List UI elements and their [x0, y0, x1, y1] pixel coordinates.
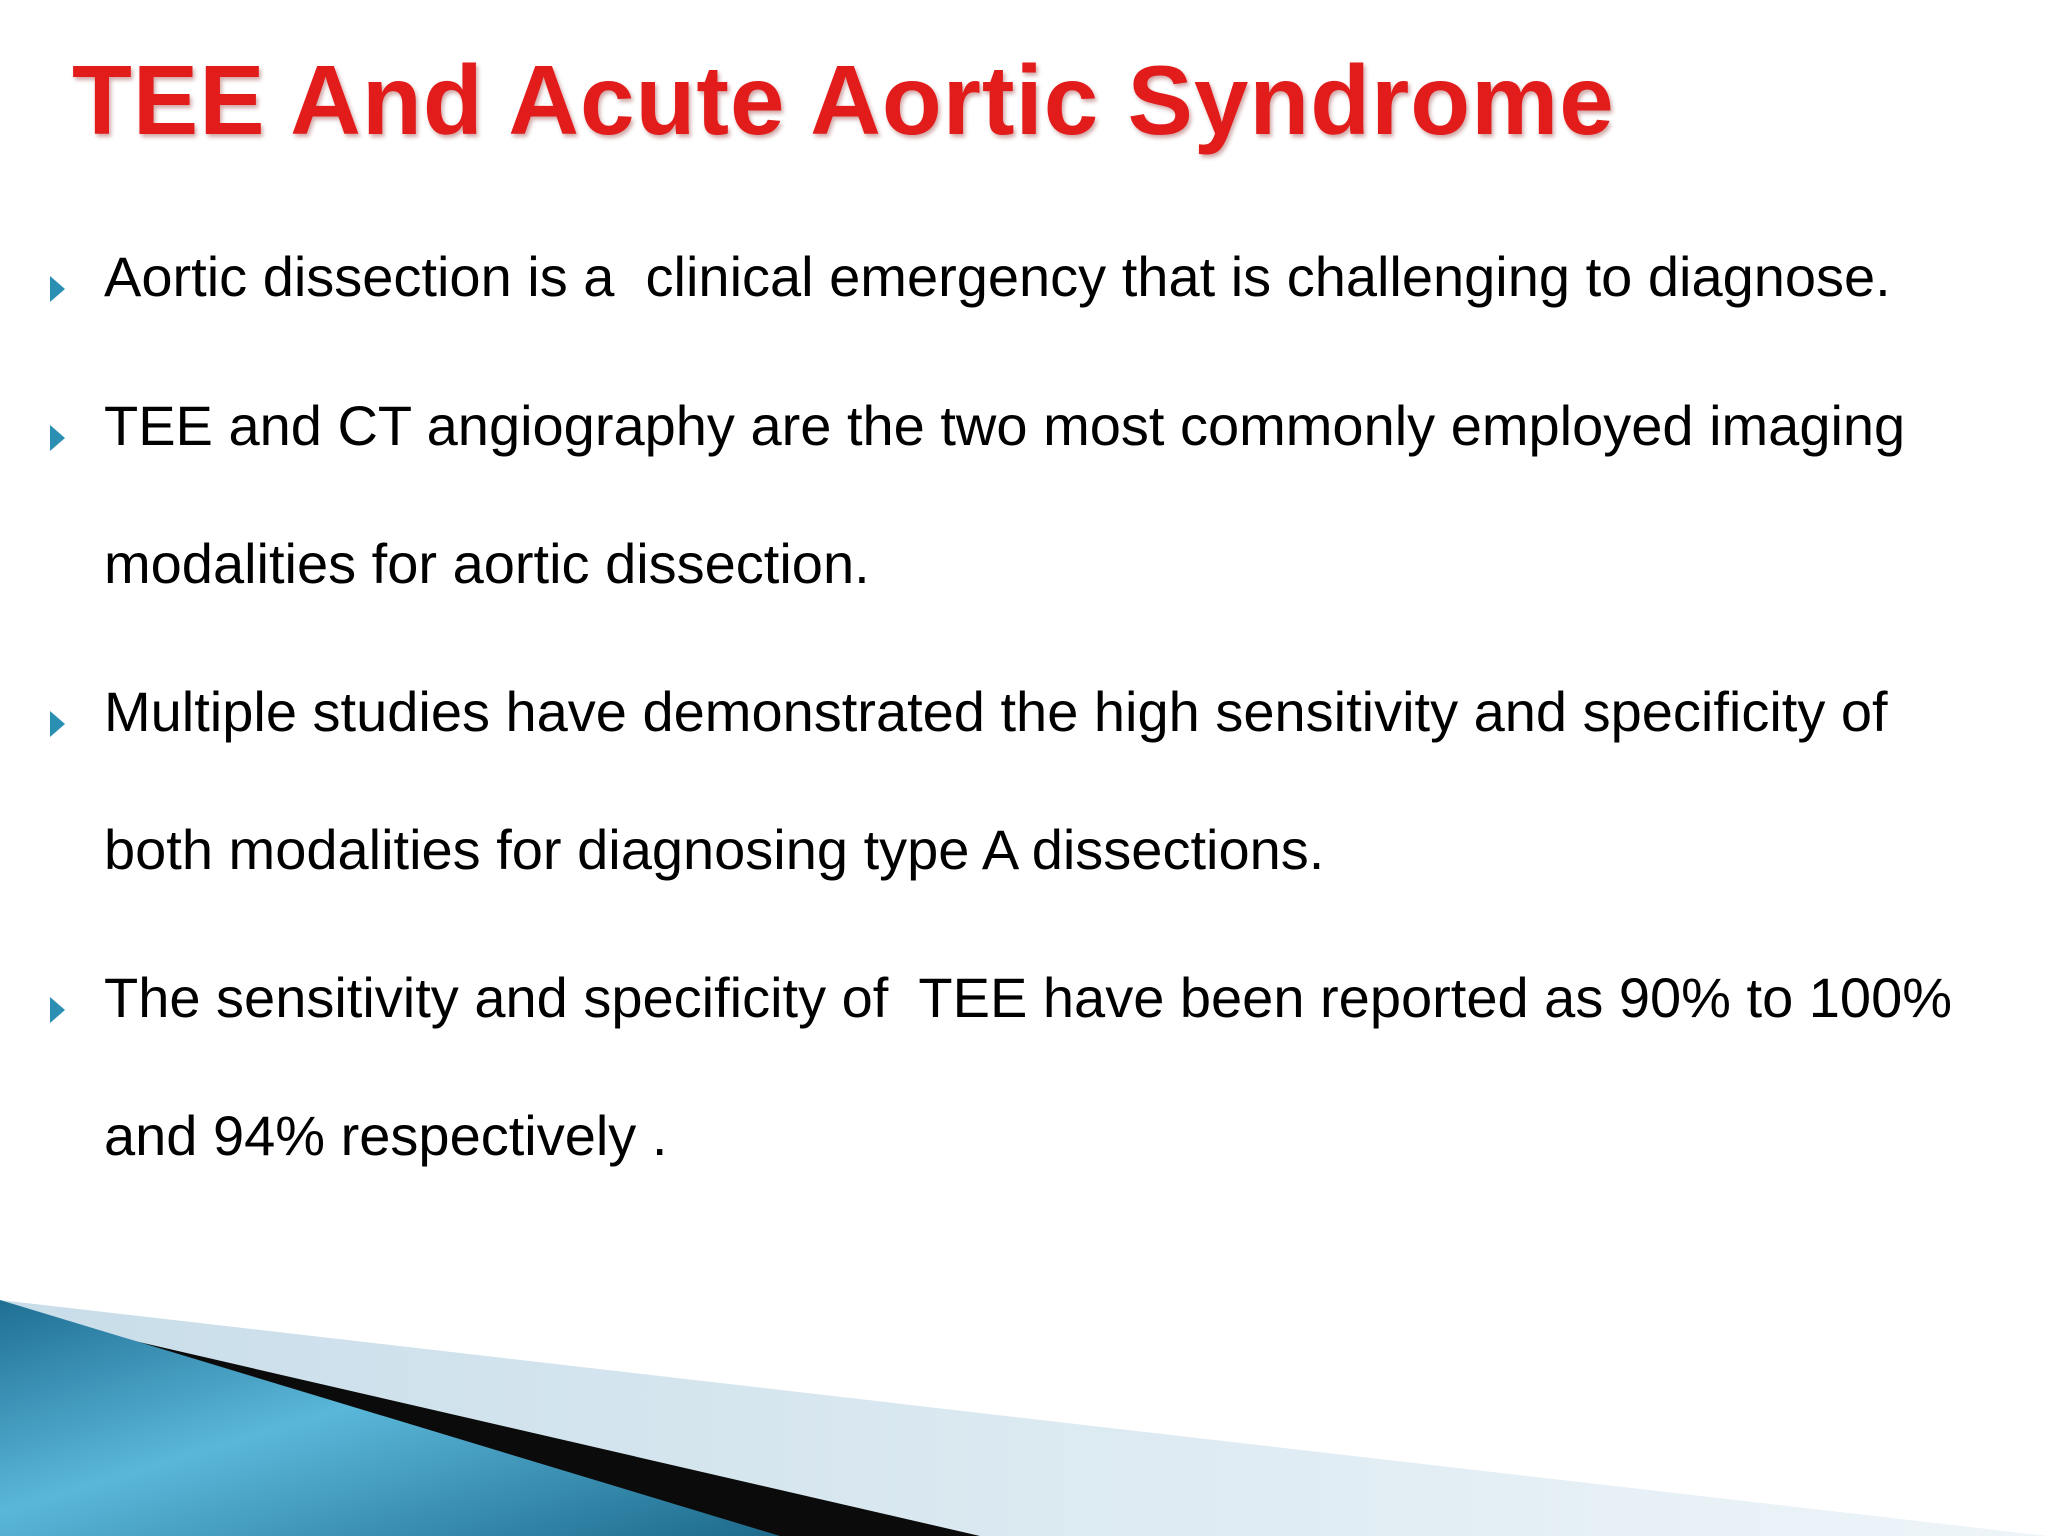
bullet-text: Multiple studies have demonstrated the high sensitivity and specificity of both modalities for diagnosing type A dissections.: [104, 680, 1888, 881]
blue-wedge: [0, 1300, 780, 1536]
bullet-text: Aortic dissection is a clinical emergency that is challenging to diagnose.: [104, 245, 1891, 308]
slide-title: TEE And Acute Aortic Syndrome: [72, 45, 1615, 155]
triangle-right-icon: [50, 276, 65, 302]
light-band: [0, 1300, 2048, 1536]
triangle-right-icon: [50, 997, 65, 1023]
bullet-text: TEE and CT angiography are the two most commonly employed imaging modalities for aortic dissection.: [104, 394, 1906, 595]
bullet-text: The sensitivity and specificity of TEE have been reported as 90% to 100% and 94% respectively .: [104, 966, 1952, 1167]
triangle-right-icon: [50, 711, 65, 737]
triangle-right-icon: [50, 425, 65, 451]
dark-stripe: [0, 1310, 980, 1536]
